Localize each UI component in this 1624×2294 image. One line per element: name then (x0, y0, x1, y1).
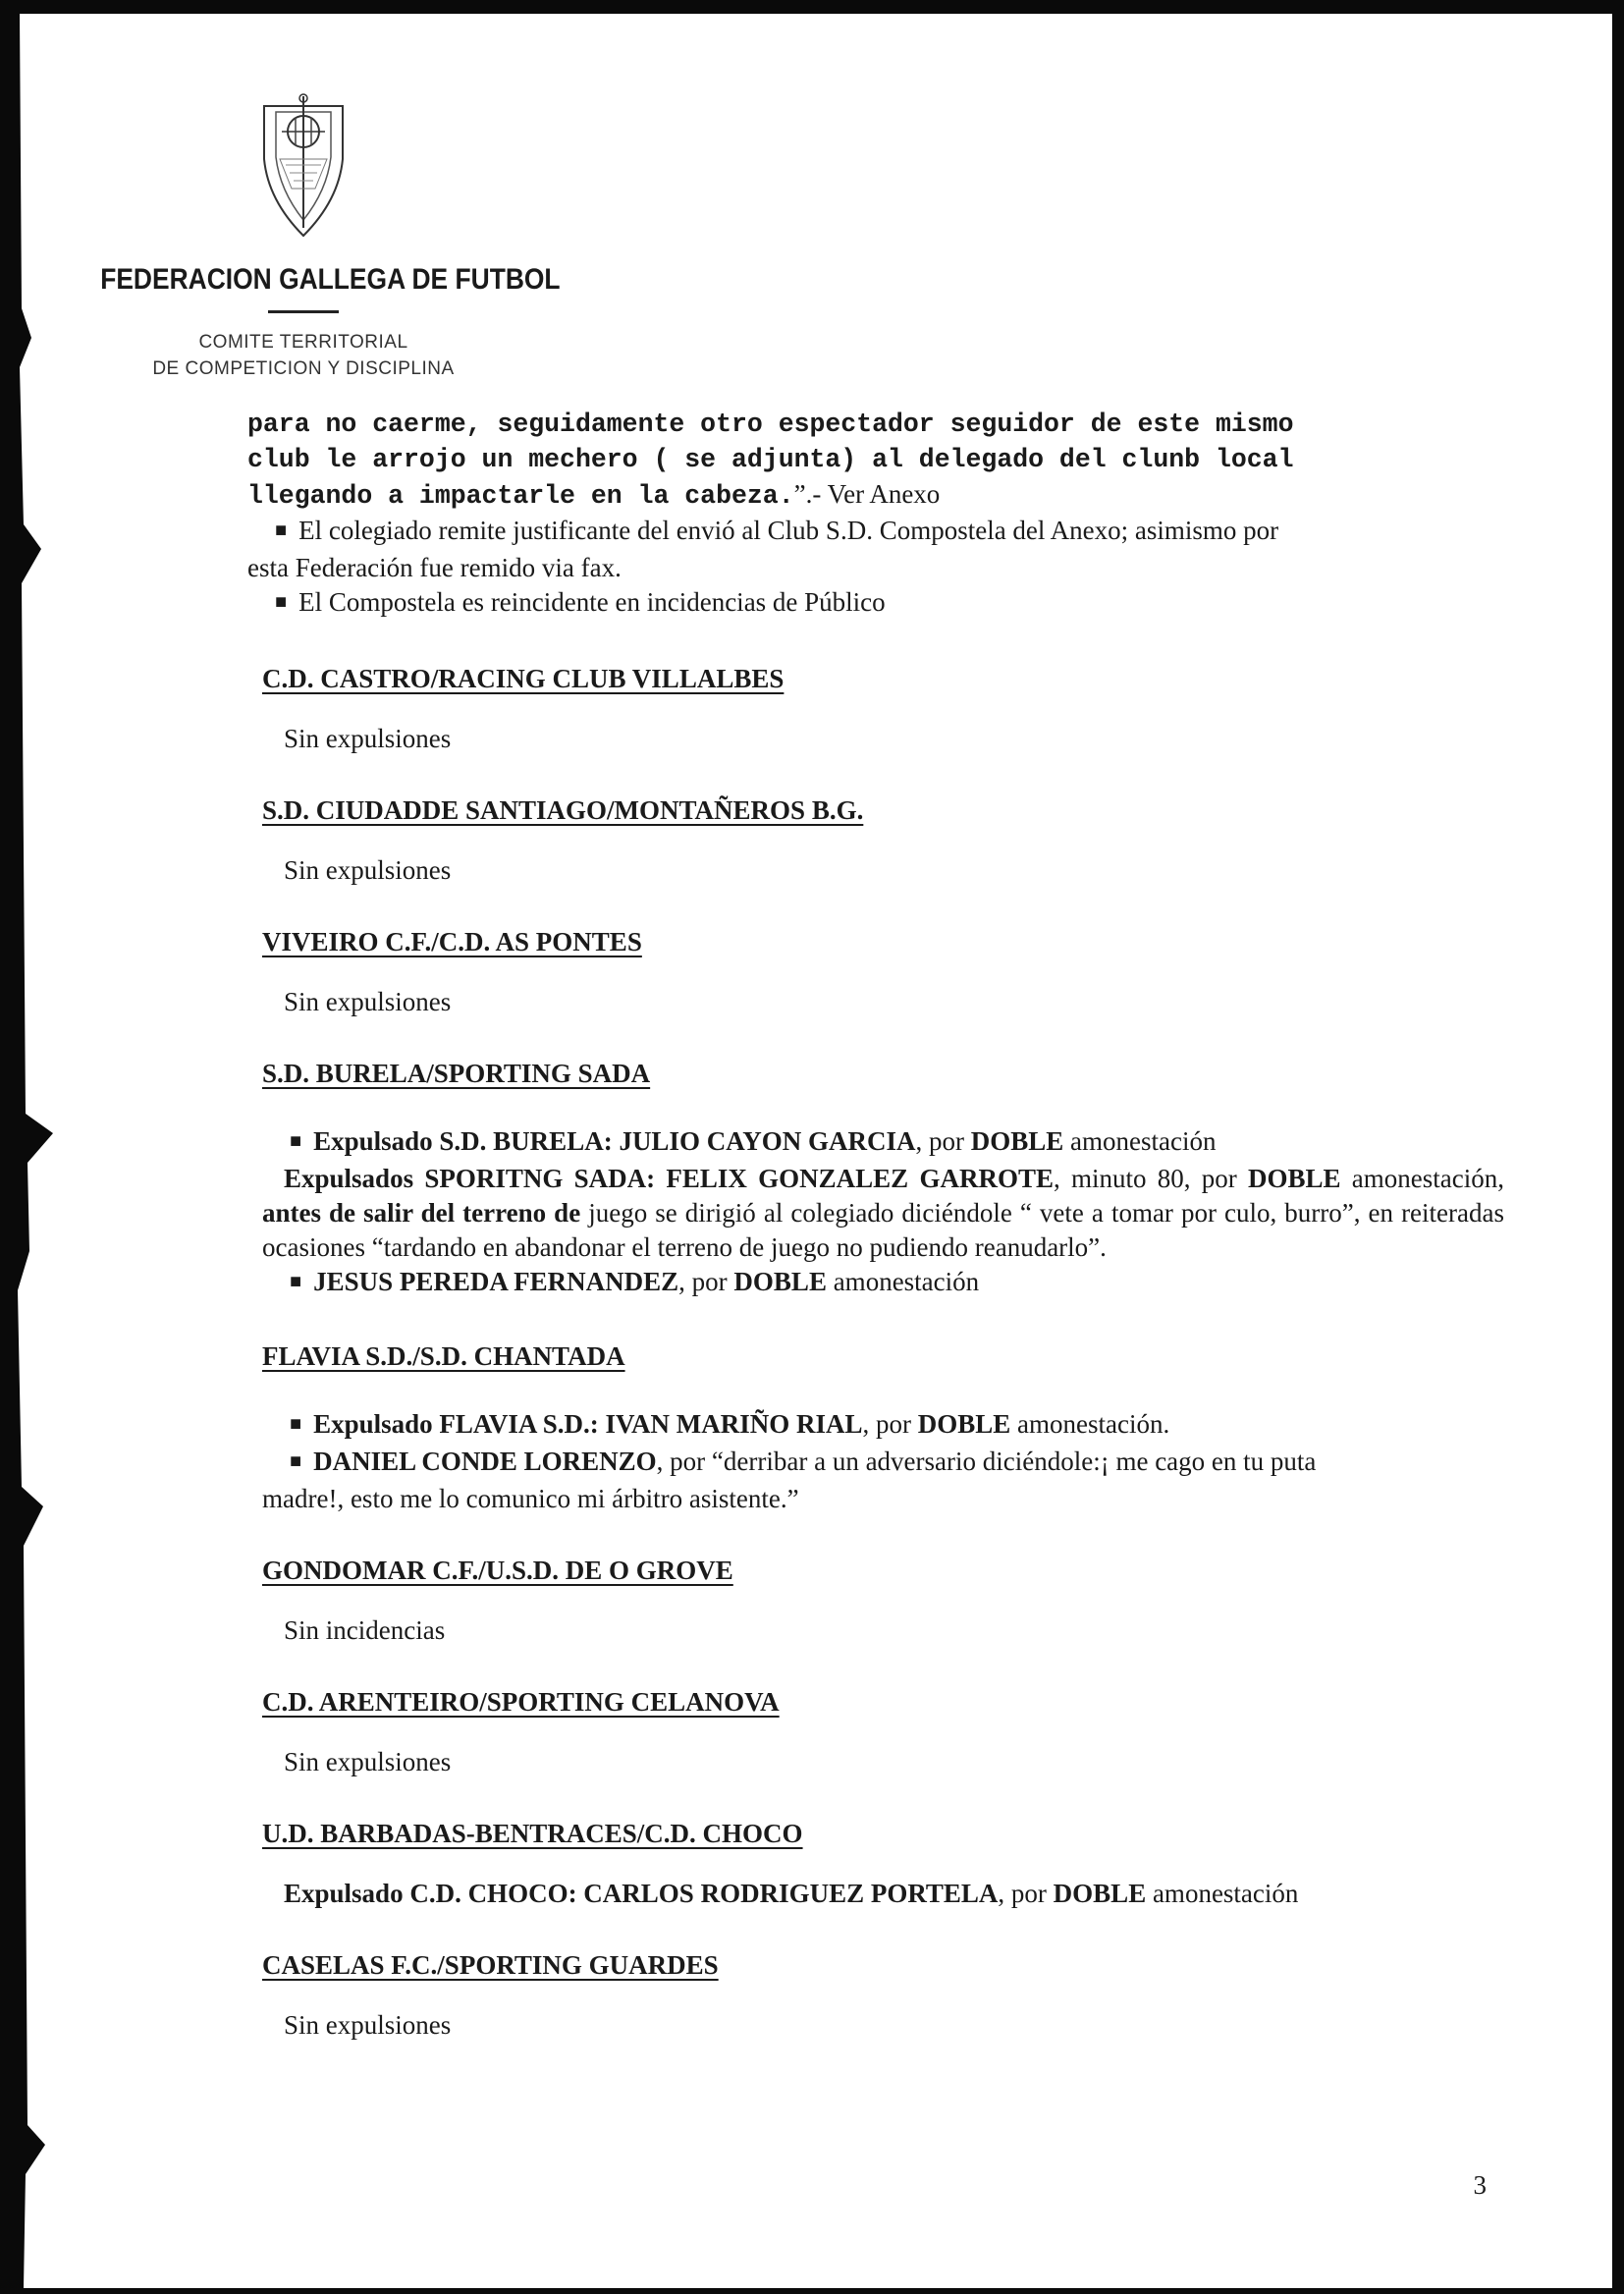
intro-section (247, 407, 1504, 623)
bullet-icon: ■ (290, 1450, 302, 1472)
bullet-icon: ■ (275, 519, 288, 541)
expulsion-text: , minuto 80, por (1053, 1164, 1249, 1193)
bullet-text: El colegiado remite justificante del envió al Club S.D. Compostela del Anexo; asimismo por (298, 516, 1279, 545)
expulsion-type: DOBLE (1248, 1164, 1341, 1193)
expulsion-name: DANIEL CONDE LORENZO (313, 1447, 657, 1476)
expulsion-text: amonestación (1146, 1879, 1299, 1908)
quote-line-3: llegando a impactarle en la cabeza. (247, 481, 794, 511)
expulsion-name: Expulsado FLAVIA S.D.: IVAN MARIÑO RIAL (313, 1409, 863, 1439)
expulsion-text: , por “derribar a un adversario diciéndole:¡ me cago en tu puta (656, 1447, 1317, 1476)
see-annex-text: ”.- Ver Anexo (793, 479, 941, 509)
organization-name: FEDERACION GALLEGA DE FUTBOL (100, 263, 561, 296)
federation-crest-icon (256, 90, 351, 238)
expulsion-type: DOBLE (733, 1267, 827, 1296)
match-note: Sin incidencias (284, 1615, 446, 1645)
expulsion-type: DOBLE (917, 1409, 1011, 1439)
match-heading: GONDOMAR C.F./U.S.D. DE O GROVE (262, 1556, 733, 1585)
expulsion-text: , por (915, 1126, 971, 1156)
bullet-item (247, 514, 1504, 551)
match-heading: S.D. CIUDADDE SANTIAGO/MONTAÑEROS B.G. (262, 795, 864, 825)
expulsion-text-continuation: madre!, esto me lo comunico mi árbitro asistente.” (262, 1484, 799, 1513)
torn-edge (14, 14, 53, 2288)
expulsion-text: , por (998, 1879, 1054, 1908)
expulsion-text: amonestación. (1010, 1409, 1170, 1439)
bullet-item (247, 585, 1504, 623)
expulsion-text: amonestación (826, 1267, 980, 1296)
match-heading: VIVEIRO C.F./C.D. AS PONTES (262, 927, 642, 956)
expulsion-text: , por (678, 1267, 734, 1296)
expulsion-type: DOBLE (1053, 1879, 1147, 1908)
expulsion-type: DOBLE (970, 1126, 1064, 1156)
quote-line-1: para no caerme, seguidamente otro espectador seguidor de este mismo (247, 410, 1294, 439)
document-body (247, 407, 1504, 2043)
expulsion-text: amonestación, (1340, 1164, 1505, 1193)
bullet-item (262, 1124, 1504, 1162)
match-heading: C.D. CASTRO/RACING CLUB VILLALBES (262, 664, 785, 693)
quote-line-2: club le arrojo un mechero ( se adjunta) al delegado del clunb local (247, 445, 1294, 474)
document-page (14, 14, 1612, 2288)
match-heading: S.D. BURELA/SPORTING SADA (262, 1059, 651, 1088)
match-heading: CASELAS F.C./SPORTING GUARDES (262, 1950, 719, 1980)
expulsion-name: Expulsados SPORITNG SADA: FELIX GONZALEZ GARROTE (284, 1164, 1054, 1193)
match-note: Sin expulsiones (284, 2010, 452, 2040)
page-number: 3 (1473, 2170, 1487, 2200)
bullet-text-continuation: esta Federación fue remido via fax. (247, 553, 622, 582)
match-note: Sin expulsiones (284, 987, 452, 1016)
match-note: Sin expulsiones (284, 724, 452, 753)
expulsion-line (284, 1877, 1504, 1911)
match-note: Sin expulsiones (284, 1747, 452, 1776)
letterhead (73, 90, 561, 382)
bullet-icon: ■ (290, 1130, 302, 1152)
match-heading: C.D. ARENTEIRO/SPORTING CELANOVA (262, 1687, 780, 1717)
header-divider (268, 310, 339, 313)
expulsion-emphasis: antes de salir del terreno de (262, 1198, 581, 1228)
expulsion-text: amonestación (1063, 1126, 1217, 1156)
committee-line-2: DE COMPETICION Y DISCIPLINA (152, 358, 455, 379)
match-note: Sin expulsiones (284, 855, 452, 885)
bullet-text: El Compostela es reincidente en incidencias de Público (298, 587, 886, 617)
expulsion-text: , por (862, 1409, 918, 1439)
expulsion-name: Expulsado C.D. CHOCO: CARLOS RODRIGUEZ PORTELA (284, 1879, 999, 1908)
expulsion-text: juego se dirigió al colegiado diciéndole “ vete a tomar por culo, burro”, en reiteradas ocasiones “tardando en abandonar el terreno de juego no pudiendo reanudarlo”. (262, 1198, 1504, 1262)
bullet-item (262, 1407, 1504, 1445)
expulsion-paragraph (262, 1162, 1504, 1265)
bullet-icon: ■ (290, 1413, 302, 1435)
bullet-item (262, 1265, 1504, 1302)
match-heading: FLAVIA S.D./S.D. CHANTADA (262, 1341, 625, 1371)
expulsion-name: Expulsado S.D. BURELA: JULIO CAYON GARCIA (313, 1126, 916, 1156)
match-heading: U.D. BARBADAS-BENTRACES/C.D. CHOCO (262, 1819, 803, 1848)
committee-line-1: COMITE TERRITORIAL (198, 332, 408, 353)
expulsion-name: JESUS PEREDA FERNANDEZ (313, 1267, 679, 1296)
bullet-icon: ■ (275, 591, 288, 613)
bullet-icon: ■ (290, 1271, 302, 1292)
bullet-item (262, 1445, 1504, 1482)
